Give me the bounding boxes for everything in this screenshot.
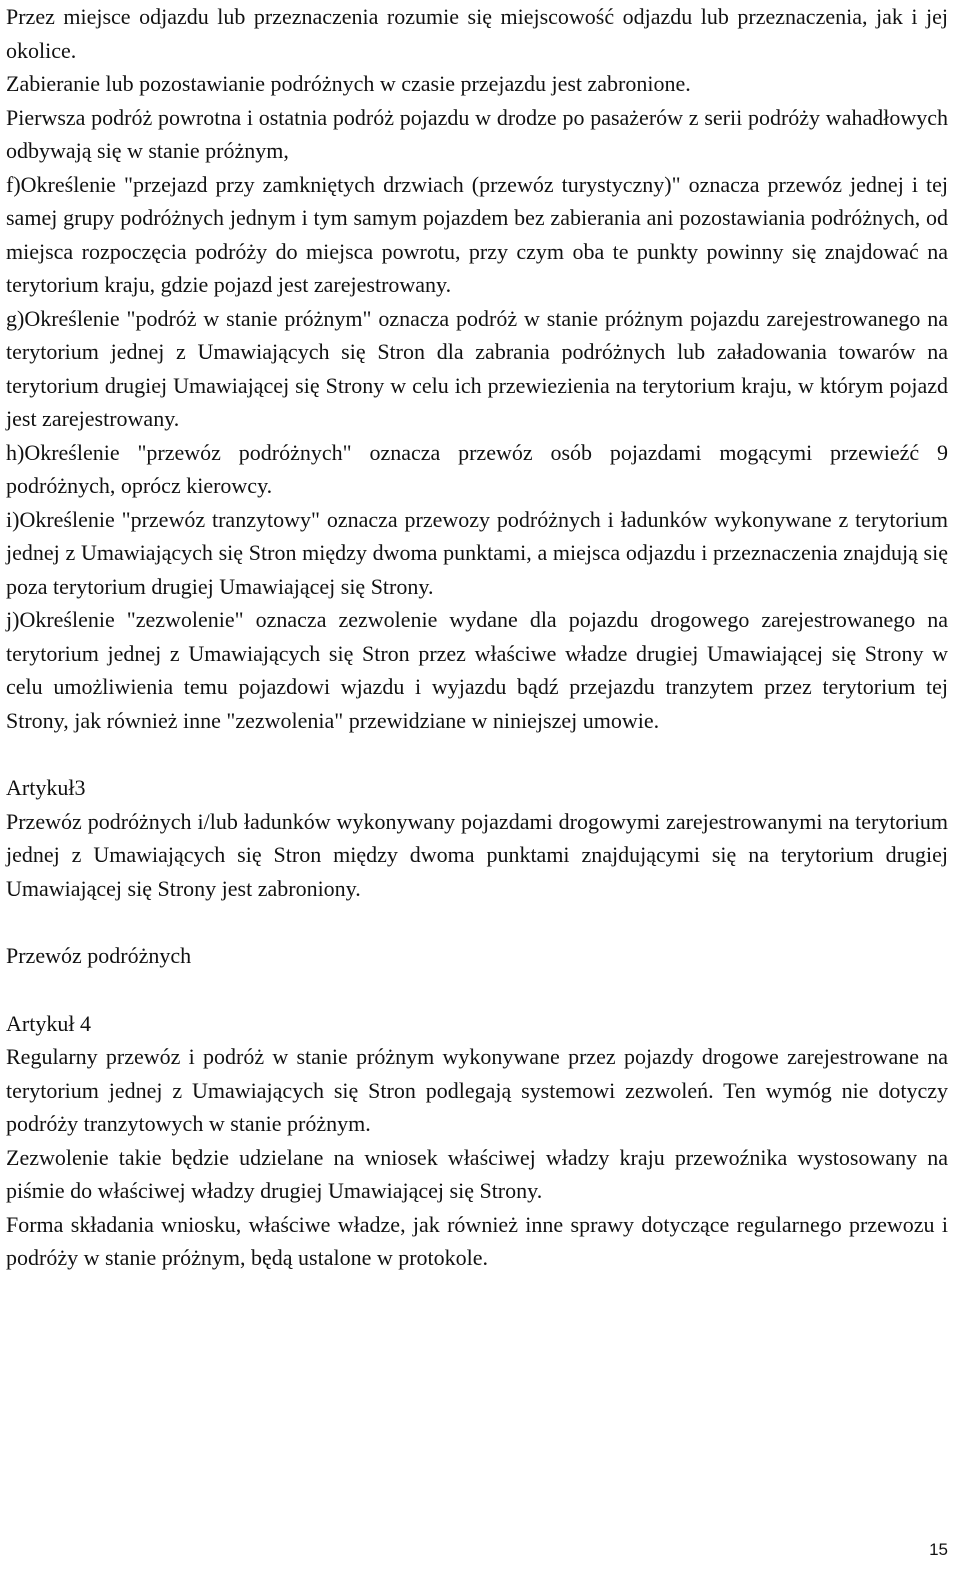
paragraph-empty-journey: Pierwsza podróż powrotna i ostatnia podróż pojazdu w drodze po pasażerów z serii podróży wahadłowych odbywają się w stanie próżnym, — [6, 104, 948, 163]
section-title: Przewóz podróżnych — [6, 943, 192, 968]
paragraph-origin-destination: Przez miejsce odjazdu lub przeznaczenia rozumie się miejscowość odjazdu lub przeznaczenia, jak i jej okolice. — [6, 4, 948, 63]
article-4 — [6, 1007, 948, 1275]
article-4-paragraph-1: Regularny przewóz i podróż w stanie próżnym wykonywane przez pojazdy drogowe zarejestrowane na terytorium jednej z Umawiających się Stron podlegają systemowi zezwoleń. Ten wymóg nie dotyczy podróży tranzytowych w stanie próżnym. — [6, 1044, 948, 1136]
spacer — [6, 905, 948, 939]
article-4-paragraph-2: Zezwolenie takie będzie udzielane na wniosek właściwej władzy kraju przewoźnika wystosowany na piśmie do właściwej władzy drugiej Umawiającej się Strony. — [6, 1144, 948, 1203]
definitions-block — [6, 0, 948, 737]
article-3 — [6, 771, 948, 905]
article-3-heading: Artykuł3 — [6, 775, 86, 800]
spacer — [6, 737, 948, 771]
definition-i: i)Określenie "przewóz tranzytowy" oznacza przewozy podróżnych i ładunków wykonywane z terytorium jednej z Umawiających się Stron między dwoma punktami, a miejsca odjazdu i przeznaczenia znajdują się poza terytorium drugiej Umawiającej się Strony. — [6, 506, 948, 599]
definition-g: g)Określenie "podróż w stanie próżnym" oznacza podróż w stanie próżnym pojazdu zarejestrowanego na terytorium jednej z Umawiających się Stron dla zabrania podróżnych lub załadowania towarów na terytorium drugiej Umawiającej się Strony w celu ich przewiezienia na terytorium kraju, w którym pojazd jest zarejestrowany. — [6, 305, 948, 431]
article-4-paragraph-3: Forma składania wniosku, właściwe władze, jak również inne sprawy dotyczące regularnego przewozu i podróży w stanie próżnym, będą ustalone w protokole. — [6, 1211, 948, 1270]
definition-h: h)Określenie "przewóz podróżnych" oznacza przewóz osób pojazdami mogącymi przewieźć 9 podróżnych, oprócz kierowcy. — [6, 439, 948, 498]
page-number: 15 — [929, 1540, 948, 1559]
spacer — [6, 973, 948, 1007]
article-4-heading: Artykuł 4 — [6, 1010, 91, 1036]
paragraph-pickup-prohibited: Zabieranie lub pozostawianie podróżnych w czasie przejazdu jest zabronione. — [6, 71, 691, 96]
article-3-text: Przewóz podróżnych i/lub ładunków wykonywany pojazdami drogowymi zarejestrowanymi na terytorium jednej z Umawiających się Stron między dwoma punktami znajdującymi się na terytorium drugiej Umawiającej się Strony jest zabroniony. — [6, 808, 948, 901]
definition-j: j)Określenie "zezwolenie" oznacza zezwolenie wydane dla pojazdu drogowego zarejestrowanego na terytorium jednej z Umawiających się Stron przez właściwe władze drugiej Umawiającej się Strony w celu umożliwienia temu pojazdowi wjazdu i wyjazdu bądź przejazdu tranzytem przez terytorium tej Strony, jak również inne "zezwolenia" przewidziane w niniejszej umowie. — [6, 607, 948, 733]
definition-f: f)Określenie "przejazd przy zamkniętych drzwiach (przewóz turystyczny)" oznacza przewóz jednej i tej samej grupy podróżnych jednym i tym samym pojazdem bez zabierania ani pozostawiania podróżnych, od miejsca rozpoczęcia podróży do miejsca powrotu, przy czym oba te punkty powinny się znajdować na terytorium kraju, gdzie pojazd jest zarejestrowany. — [6, 171, 948, 297]
document-page — [6, 0, 948, 1275]
